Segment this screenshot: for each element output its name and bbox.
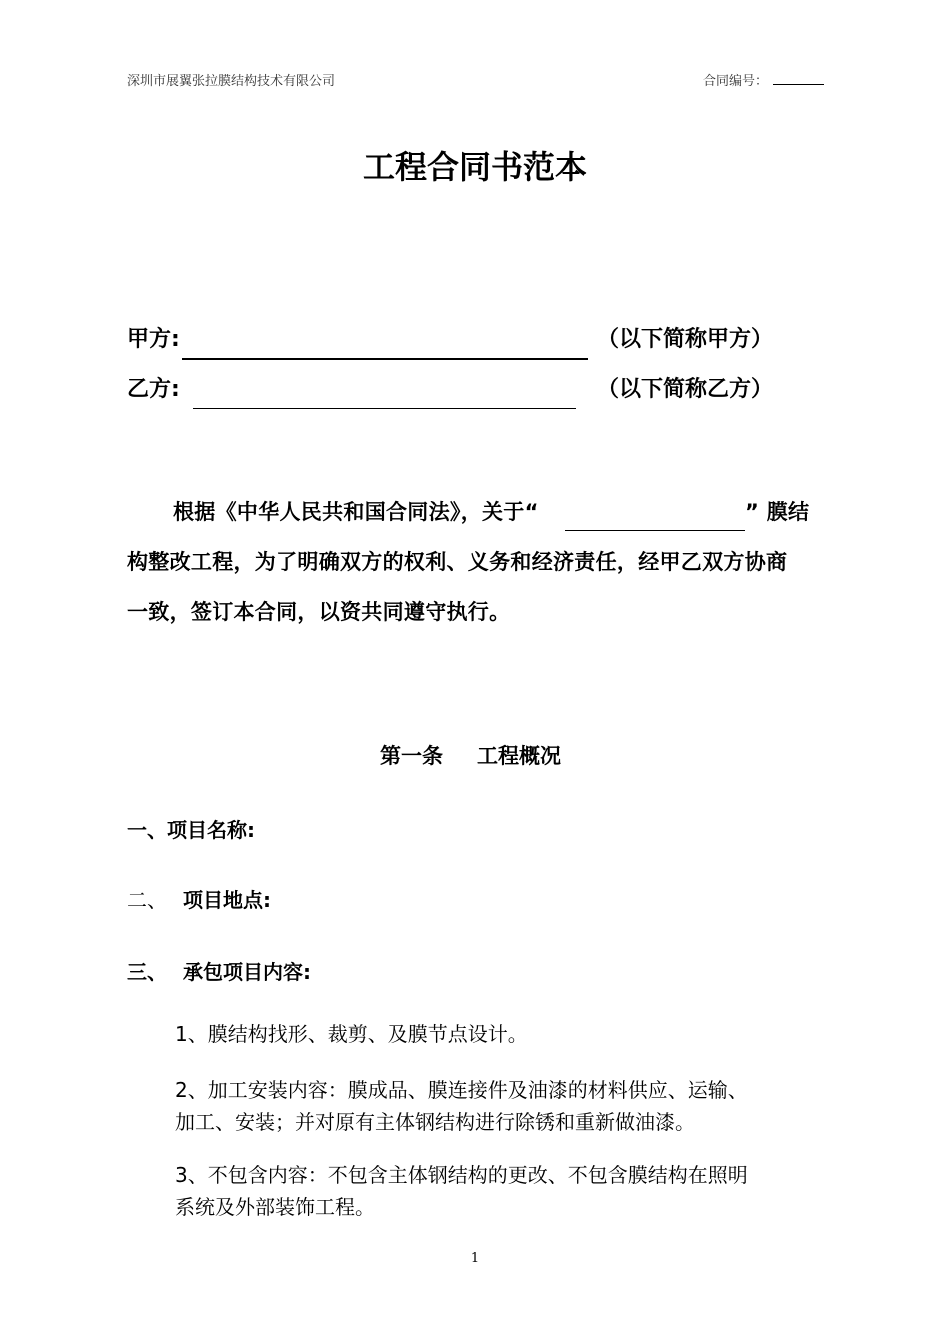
- section-project-location: 项目地点:: [183, 888, 271, 912]
- scope-item-3-line1: 3、不包含内容：不包含主体钢结构的更改、不包含膜结构在照明: [175, 1163, 748, 1187]
- project-name-blank: [565, 530, 745, 531]
- preamble-line3: 一致，签订本合同，以资共同遵守执行。: [127, 600, 511, 624]
- scope-item-2-line2: 加工、安装；并对原有主体钢结构进行除锈和重新做油漆。: [175, 1110, 695, 1134]
- article-heading: [380, 740, 561, 770]
- section-scope: 承包项目内容:: [183, 960, 311, 984]
- scope-item-3-line2: 系统及外部装饰工程。: [175, 1195, 375, 1219]
- section-project-name: 一、项目名称:: [127, 818, 255, 842]
- preamble-line1-end: ” 膜结: [745, 500, 810, 524]
- header-contract-no-label: 合同编号：: [703, 74, 769, 89]
- article-title: 工程概况: [477, 744, 561, 768]
- party-a-label: 甲方:: [127, 327, 180, 352]
- header-company: 深圳市展翼张拉膜结构技术有限公司: [127, 74, 336, 89]
- section-2-number: 二、: [127, 888, 167, 912]
- section-3-number: 三、: [127, 960, 167, 984]
- article-number: 第一条: [380, 744, 443, 768]
- party-b-blank: [193, 408, 576, 409]
- document-title: 工程合同书范本: [362, 148, 587, 186]
- party-b-alias: （以下简称乙方）: [597, 377, 774, 402]
- contract-no-blank: [773, 84, 824, 85]
- page-number: 1: [470, 1251, 480, 1266]
- party-a-blank: [182, 358, 588, 360]
- party-b-label: 乙方:: [127, 377, 180, 402]
- scope-item-2-line1: 2、加工安装内容：膜成品、膜连接件及油漆的材料供应、运输、: [175, 1078, 748, 1102]
- party-a-alias: （以下简称甲方）: [597, 327, 774, 352]
- preamble-line2: 构整改工程，为了明确双方的权利、义务和经济责任，经甲乙双方协商: [127, 550, 788, 574]
- scope-item-1: 1、膜结构找形、裁剪、及膜节点设计。: [175, 1022, 528, 1046]
- preamble-line1-start: 根据《中华人民共和国合同法》，关于“: [173, 500, 539, 524]
